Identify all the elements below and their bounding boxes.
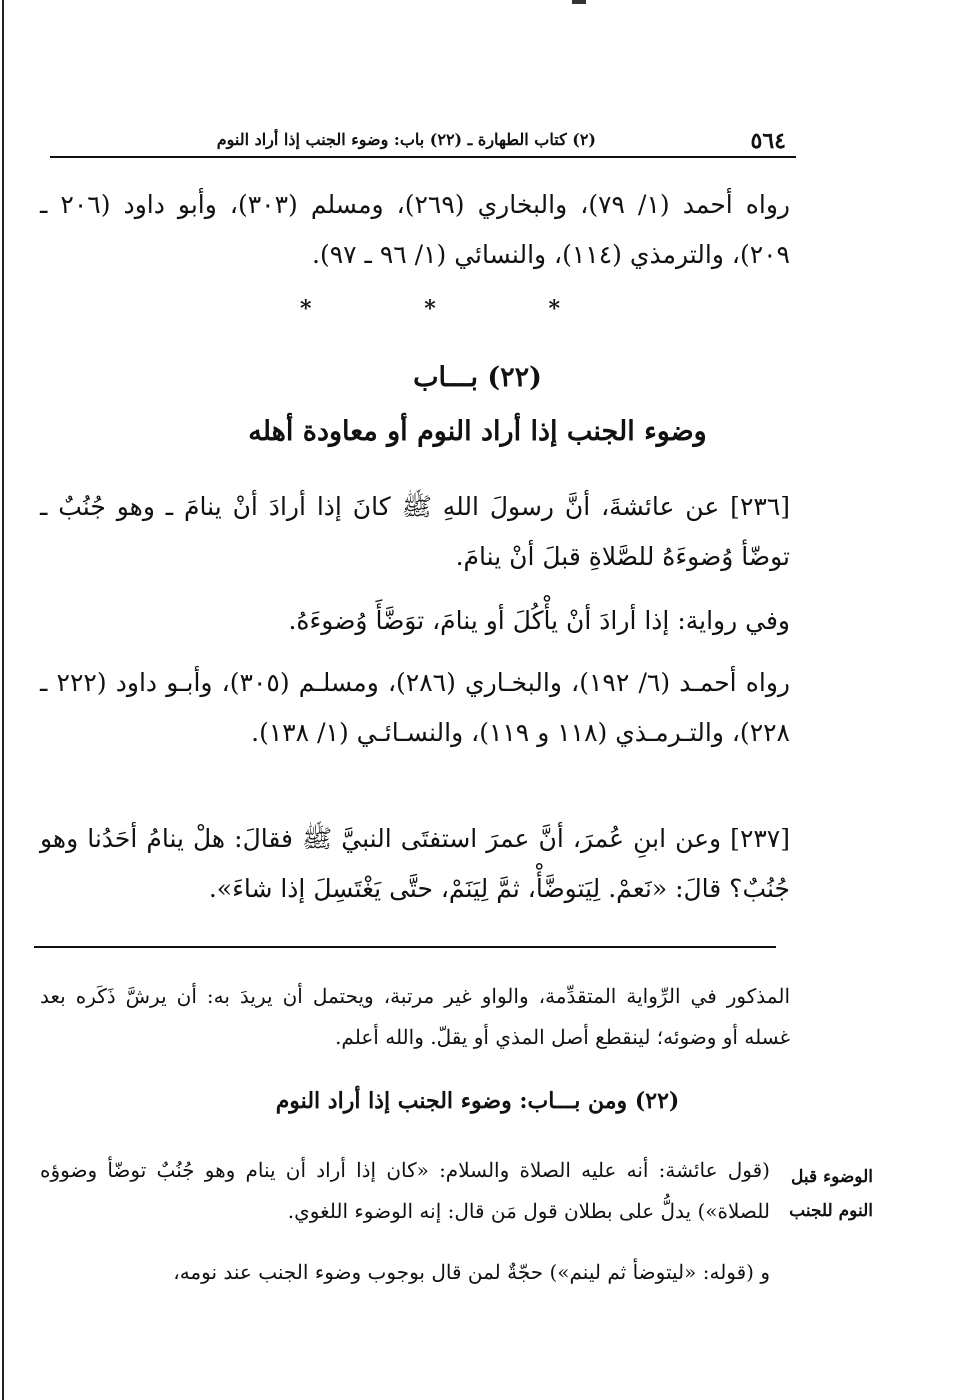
separator-star: * <box>424 296 436 322</box>
page-header <box>50 126 796 158</box>
separator-star: * <box>548 296 560 322</box>
chapter-title: وضوء الجنب إذا أراد النوم أو معاودة أهله <box>248 416 707 447</box>
page-number: ٥٦٤ <box>750 128 786 154</box>
separator-stars <box>300 296 560 322</box>
top-mark <box>572 0 586 4</box>
hadith-236-variant: وفي رواية: إذا أرادَ أنْ يأْكُلَ أو ينامَ، توَضَّأَ وُضوءَهُ. <box>288 606 790 635</box>
hadith-236-text: [٢٣٦] عن عائشةَ، أنَّ رسولَ اللهِ ﷺ كانَ إذا أرادَ أنْ ينامَ ـ وهو جُنُبٌ ـ توضّأ وُضوءَهُ للصَّلاةِ قبلَ أنْ ينامَ. <box>40 492 790 571</box>
footnote-section-title: (٢٢) ومن بـــاب: وضوء الجنب إذا أراد النوم <box>275 1088 680 1114</box>
footnote-paragraph-1: (قول عائشة: أنه عليه الصلاة والسلام: «كان إذا أراد أن ينام وهو جُنُبٌ توضّأ وضوؤه للصلاة») يدلُّ على بطلان قول مَن قال: إنه الوضوء اللغوي. <box>40 1158 770 1223</box>
separator-star: * <box>300 296 312 322</box>
running-head: (٢) كتاب الطهارة ـ (٢٢) باب: وضوء الجنب إذا أراد النوم <box>216 130 596 149</box>
intro-citation: رواه أحمد (١/ ٧٩)، والبخاري (٢٦٩)، ومسلم (٣٠٣)، وأبو داود (٢٠٦ ـ ٢٠٩)، والترمذي (١١٤)، والنسائي (١/ ٩٦ ـ ٩٧). <box>40 190 790 269</box>
hadith-236-citation: رواه أحمـد (٦/ ١٩٢)، والبخـاري (٢٨٦)، ومسلـم (٣٠٥)، وأبـو داود (٢٢٢ ـ ٢٢٨)، والتـرمـذي (١١٨ و ١١٩)، والنسـائـي (١/ ١٣٨). <box>40 668 790 747</box>
hadith-237-text: [٢٣٧] وعن ابنِ عُمرَ، أنَّ عمرَ استفتَى النبيَّ ﷺ فقالَ: هلْ ينامُ أحَدُنا وهو جُنُبٌ؟ قالَ: «نَعمْ. لِيَتوضَّأْ، ثمَّ لِيَنَمْ، حتَّى يَغْتَسِلَ إذا شاءَ». <box>40 824 790 903</box>
footnote-paragraph-2: و (قوله: «ليتوضأ ثم لينم») حجّةٌ لمن قال بوجوب وضوء الجنب عند نومه، <box>173 1260 770 1284</box>
page-edge-line <box>2 0 4 1400</box>
footnote-divider <box>34 946 776 948</box>
chapter-number: (٢٢) بـــاب <box>413 362 542 393</box>
footnote-continuation: المذكور في الرِّواية المتقدِّمة، والواو غير مرتبة، ويحتمل أن يريدَ به: أن يرشَّ ذَكَره بعد غسله أو وضوئه؛ لينقطع أصل المذي أو يقلّ. والله أعلم. <box>40 984 790 1049</box>
margin-note: الوضوء قبل النوم للجنب <box>789 1167 873 1221</box>
